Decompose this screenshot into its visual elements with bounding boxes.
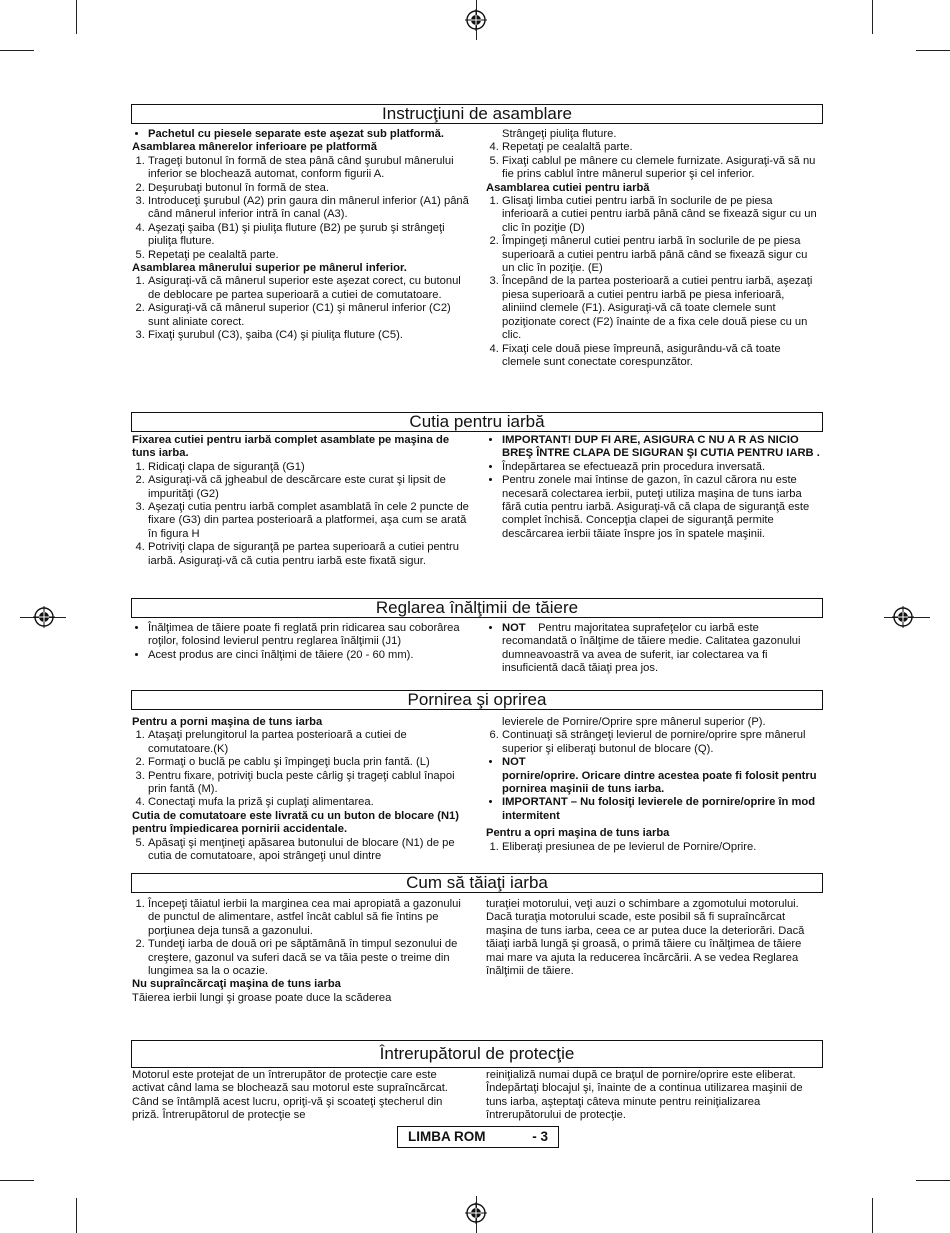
footer-language: LIMBA ROM [408,1129,486,1144]
note: • IMPORTANT – Nu folosiţi levierele de pornire/oprire în mod intermitent [502,796,820,823]
registration-target-icon [892,606,914,628]
crop-mark [916,1180,950,1181]
step: 2. Formaţi o buclă pe cablu şi împingeţi bucla prin fantă. (L) [148,756,470,769]
crop-mark [0,1180,34,1181]
step: 5. Apăsaţi şi menţineţi apăsarea butonului de blocare (N1) de pe cutia de comutatoare, apoi strângeţi unul dintre [148,837,470,864]
step: 3. Fixaţi şurubul (C3), şaiba (C4) şi piuliţa fluture (C5). [148,329,470,342]
subheading-grassbox-fitting: Fixarea cutiei pentru iarbă complet asamblate pe maşina de tuns iarba. [132,434,450,460]
assembly-bullet: • Pachetul cu piesele separate este aşezat sub platformă. [148,128,470,141]
section-title-cutting: Cum să tăiaţi iarba [131,873,823,893]
step: 1. Trageţi butonul în formă de stea până când şurubul mânerului inferior se blochează automat, conform figurii A. [148,155,470,182]
page-footer [397,1126,559,1148]
crop-mark [872,0,873,34]
page-number: - 3 [532,1129,548,1144]
section-title-startstop: Pornirea şi oprirea [131,690,823,710]
subheading-stop: Pentru a opri maşina de tuns iarba [486,827,670,840]
note-text: pornire/oprire. Oricare dintre acestea poate fi folosit pentru pornirea maşinii de tuns iarba. [502,769,817,796]
cutting-right-column [486,898,820,978]
grassbox-steps [132,461,470,568]
paragraph: Motorul este protejat de un întrerupător de protecţie care este activat când lama se blochează sau motorul este supraîncărcat. Când se întâmplă acest lucru, opriţi-vă şi scoateţi ştecherul din priză. Întrerupătorul de protecţie se [132,1069,448,1122]
step: 1. Glisaţi limba cutiei pentru iarbă în soclurile de pe piesa inferioară a cutiei pentru iarbă până când se fixează sigur cu un clic în poziţie (D) [502,195,820,235]
step: 6. Continuaţi să strângeţi levierul de pornire/oprire spre mânerul superior şi eliberaţi butonul de blocare (Q). [502,729,820,756]
step: 1. Ataşaţi prelungitorul la partea posterioară a cutiei de comutatoare.(K) [148,729,470,756]
step: 3. Introduceţi şurubul (A2) prin gaura din mânerul inferior (A1) până când mânerul inferior intră în canal (A3). [148,195,470,222]
step: 3. Aşezaţi cutia pentru iarbă complet asamblată în cele 2 puncte de fixare (G3) din partea posterioară a platformei, aşa cum se arată în figura H [148,501,470,541]
step: 5. Fixaţi cablul pe mânere cu clemele furnizate. Asiguraţi-vă să nu fie prins cablul între mânerul superior şi cel inferior. [502,155,820,182]
grassbox-right-column [486,434,820,541]
step: 4. Conectaţi mufa la priză şi cuplaţi alimentarea. [148,796,470,809]
section-title-protection: Întrerupătorul de protecţie [131,1040,823,1068]
grass-box-assembly-steps [486,195,820,369]
step: 1. Începeţi tăiatul ierbii la marginea cea mai apropiată a gazonului de punctul de alimentare, astfel încât cablul să fie întins pe porţiunea deja tunsă a gazonului. [148,898,470,938]
step: 2. Tundeţi iarba de două ori pe săptămână în timpul sezonului de creştere, gazonul va suferi dacă se va tăia peste o treime din lungimea sa la o ocazie. [148,938,470,978]
note-text: Pentru majoritatea suprafeţelor cu iarbă este recomandată o înălţime de tăiere medie. Calitatea gazonului dumneavoastră va avea de suferit, iar colectarea va fi insuficientă dacă tăiaţi prea jos. [502,622,801,675]
protection-right-column [486,1069,820,1123]
note: • Îndepărtarea se efectuează prin procedura inversată. [502,461,820,474]
step: 4. Fixaţi cele două piese împreună, asigurându-vă că toate clemele sunt conectate corespunzător. [502,343,820,370]
crop-mark [76,0,77,34]
step: 1. Asiguraţi-vă că mânerul superior este aşezat corect, cu butonul de deblocare pe partea superioară a cutiei de comutatoare. [148,275,470,302]
lockout-note: Cutia de comutatoare este livrată cu un buton de blocare (N1) pentru împiedicarea pornirii accidentale. [132,809,459,836]
start-steps-continued [132,837,470,864]
step: 3. Pentru fixare, potriviţi bucla peste cârlig şi trageţi cablul înapoi prin fantă (M). [148,770,470,797]
upper-handle-steps-continued [486,141,820,181]
continued-text: levierele de Pornire/Oprire spre mânerul superior (P). [502,716,766,728]
step: 2. Asiguraţi-vă că mânerul superior (C1) şi mânerul inferior (C2) sunt aliniate corect. [148,302,470,329]
note: • Pentru zonele mai întinse de gazon, în cazul cărora nu este necesară colectarea ierbii, puteţi utiliza maşina de tuns iarba fără cutia pentru iarbă. Asiguraţi-vă că clapa de siguranţă este complet închisă. Concepţia clapei de siguranţă permite descărcarea ierbii tăiate înspre jos în spatele maşinii. [502,474,820,541]
step: 4. Potriviţi clapa de siguranţă pe partea superioară a cutiei pentru iarbă. Asiguraţi-vă că cutia pentru iarbă este fixată sigur. [148,541,470,568]
step: 3. Începând de la partea posterioară a cutiei pentru iarbă, aşezaţi piesa superioară a cutiei pentru iarbă pe piesa inferioară, aliniind clemele (F1). Asiguraţi-vă că toate clemele sunt poziţionate corect (F2) înainte de a fixa cele două piese cu un clic. [502,275,820,342]
subheading-grass-box-assembly: Asamblarea cutiei pentru iarbă [486,181,650,194]
step: 4. Aşezaţi şaiba (B1) şi piuliţa fluture (B2) pe şurub şi strângeţi piuliţa fluture. [148,222,470,249]
continued-text: Strângeţi piuliţa fluture. [502,128,617,140]
paragraph: reiniţializă numai după ce braţul de pornire/oprire este eliberat. Îndepărtaţi blocajul şi, înainte de a continua utilizarea maşinii de tuns iarba, aşteptaţi câteva minute pentru reiniţializarea întrerupătorului de protecţie. [486,1069,803,1122]
paragraph: turaţiei motorului, veţi auzi o schimbare a zgomotului motorului. Dacă turaţia motorului scade, este posibil să fi supraîncărcat maşina de tuns iarba, ceea ce ar putea duce la deteriorări. Dacă tăiaţi iarbă lungă şi groasă, o primă tăiere cu înălţimea de tăiere mai mare va ajuta la reducerea încărcării. A se vedea Reglarea înălţimii de tăiere. [486,898,805,978]
step: 4. Repetaţi pe cealaltă parte. [502,141,820,154]
paragraph: Tăierea ierbii lungi şi groase poate duce la scăderea [132,991,392,1004]
subheading-overload: Nu supraîncărcaţi maşina de tuns iarba [132,978,341,991]
crop-mark [0,50,34,51]
stop-steps [486,841,820,854]
subheading-upper-handle: Asamblarea mânerului superior pe mânerul inferior. [132,262,407,275]
note: • Înălţimea de tăiere poate fi reglată prin ridicarea sau coborârea roţilor, folosind levierul pentru reglarea înălţimii (J1) [148,622,470,649]
assembly-right-column [486,128,820,369]
step: 1. Ridicaţi clapa de siguranţă (G1) [148,461,470,474]
section-title-grassbox: Cutia pentru iarbă [131,412,823,432]
registration-target-icon [33,606,55,628]
grassbox-left-column [132,434,470,568]
start-steps-continued [486,729,820,756]
step: 2. Împingeţi mânerul cutiei pentru iarbă în soclurile de pe piesa superioară a cutiei pentru iarbă până când se fixează sigur cu un clic în poziţie. (E) [502,235,820,275]
startstop-notes [486,756,820,823]
note [502,756,820,796]
subheading-start: Pentru a porni maşina de tuns iarba [132,716,323,728]
step: 2. Asiguraţi-vă că jgheabul de descărcare este curat şi lipsit de impurităţi (G2) [148,474,470,501]
upper-handle-steps [132,275,470,342]
note: • Acest produs are cinci înălţimi de tăiere (20 - 60 mm). [148,649,470,662]
cutting-steps [132,898,470,978]
assembly-bullets [132,128,470,141]
subheading-lower-handles: Asamblarea mânerelor inferioare pe platformă [132,141,377,154]
step: 2. Deşurubaţi butonul în formă de stea. [148,182,470,195]
grassbox-notes [486,434,820,541]
assembly-left-column [132,128,470,343]
registration-target-icon [465,1202,487,1224]
start-steps [132,729,470,809]
startstop-left-column [132,716,470,863]
note-label: NOT [502,622,526,634]
startstop-right-column [486,716,820,854]
step: 1. Eliberaţi presiunea de pe levierul de Pornire/Oprire. [502,841,820,854]
protection-left-column [132,1069,470,1123]
cutting-left-column [132,898,470,1005]
crop-mark [916,50,950,51]
crop-mark [76,1198,77,1233]
section-title-assembly: Instrucţiuni de asamblare [131,104,823,124]
height-notes [486,622,820,676]
height-left-column [132,622,470,662]
registration-target-icon [465,9,487,31]
step: 5. Repetaţi pe cealaltă parte. [148,249,470,262]
warning-note: • IMPORTANT! DUP FI ARE, ASIGURA C NU A R AS NICIO BREŞ ÎNTRE CLAPA DE SIGURAN ŞI CUTIA PENTRU IARB . [502,434,820,461]
note-label: NOT [502,756,526,769]
lower-handle-steps [132,155,470,262]
crop-mark [872,1198,873,1233]
height-bullets [132,622,470,662]
note [502,622,820,676]
height-right-column [486,622,820,676]
section-title-height: Reglarea înălţimii de tăiere [131,598,823,618]
